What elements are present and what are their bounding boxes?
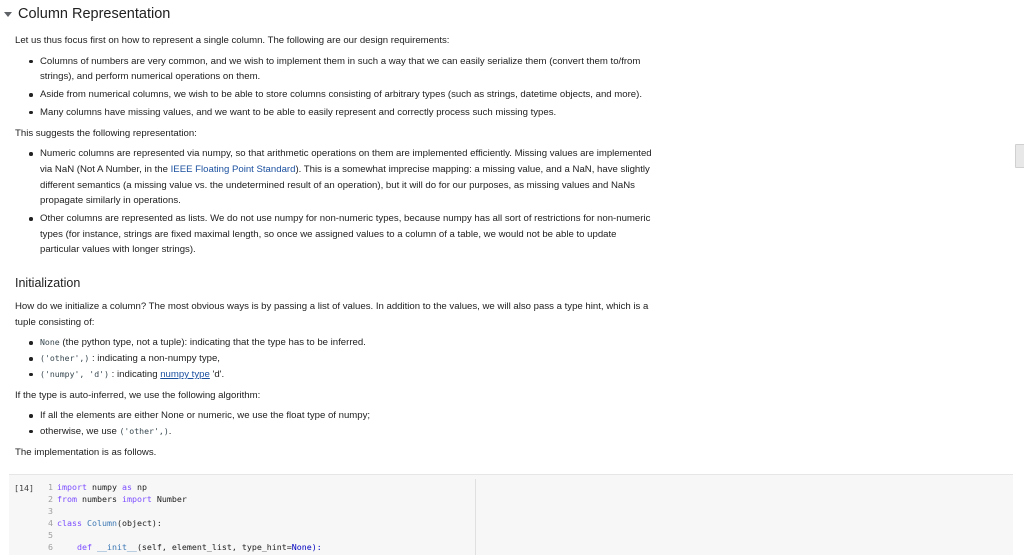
line-number: 3 bbox=[48, 506, 53, 516]
inline-code: ('other',) bbox=[40, 353, 90, 364]
list-item bbox=[15, 146, 655, 209]
numpy-type-link[interactable]: numpy type bbox=[160, 368, 210, 380]
algo-text-cont: . bbox=[168, 425, 172, 437]
markdown-cell bbox=[15, 33, 655, 258]
execution-count: [14] bbox=[14, 483, 34, 493]
line-number: 4 bbox=[48, 518, 53, 528]
markdown-cell-init bbox=[15, 299, 655, 460]
function-name: __init__ bbox=[91, 542, 137, 552]
list-item bbox=[15, 424, 655, 440]
init-paragraph: How do we initialize a column? The most obvious ways is by passing a list of values. In addition to the values, we will also pass a type hint, which is a tuple consisting of: bbox=[15, 301, 649, 328]
list-item: If all the elements are either None or numeric, we use the float type of numpy; bbox=[15, 408, 655, 424]
hints-list bbox=[15, 335, 655, 382]
suggest-text: This suggests the following representation: bbox=[15, 127, 197, 139]
class-name: Column bbox=[86, 518, 117, 528]
list-item: Aside from numerical columns, we wish to be able to store columns consisting of arbitrary types (such as strings, datetime objects, and more). bbox=[15, 87, 655, 103]
hint-text: (the python type, not a tuple): indicating that the type has to be inferred. bbox=[59, 337, 366, 349]
list-item: Other columns are represented as lists. We do not use numpy for non-numeric types, because numpy has all sort of restrictions for non-numeric types (for instance, strings are fixed maximal length, so once we assigned values to a column of a table, we would not be able to update particular values with longer strings). bbox=[15, 211, 655, 258]
list-item bbox=[15, 367, 655, 383]
line-number: 5 bbox=[48, 530, 53, 540]
intro-text: Let us thus focus first on how to represent a single column. The following are our design requirements: bbox=[15, 35, 450, 46]
ieee-link[interactable]: IEEE Floating Point Standard bbox=[170, 163, 296, 175]
list-item: Columns of numbers are very common, and we wish to implement them in such a way that we can easily serialize them (convert them to/from strings), and perform numerical operations on them. bbox=[15, 54, 655, 85]
inline-code: ('numpy', 'd') bbox=[40, 368, 110, 379]
section-header[interactable] bbox=[4, 5, 170, 23]
numeric-text: Numeric columns are represented via numpy, so that arithmetic operations on them are implemented efficiently. Missing values are implemented via NaN (Not A Number, in the bbox=[40, 148, 652, 175]
hint-text-cont: 'd'. bbox=[209, 368, 225, 380]
collapse-caret-icon[interactable] bbox=[4, 12, 12, 17]
code-line bbox=[43, 481, 322, 493]
code-token: numpy bbox=[86, 482, 122, 492]
code-token: Number bbox=[151, 494, 187, 504]
algo-list bbox=[15, 408, 655, 439]
keyword: class bbox=[57, 518, 82, 528]
line-number: 2 bbox=[48, 494, 53, 504]
line-number: 1 bbox=[48, 482, 53, 492]
code-line bbox=[43, 505, 322, 517]
requirements-list bbox=[15, 54, 655, 121]
initialization-heading: Initialization bbox=[15, 276, 81, 290]
line-number: 6 bbox=[48, 542, 53, 552]
code-token: np bbox=[131, 482, 147, 492]
list-item: Many columns have missing values, and we want to be able to easily represent and correctly process such missing types. bbox=[15, 105, 655, 121]
keyword: as bbox=[121, 482, 132, 492]
output-divider bbox=[475, 479, 476, 555]
code-token: (object): bbox=[116, 518, 162, 528]
code-line bbox=[43, 493, 322, 505]
keyword: import bbox=[57, 482, 87, 492]
list-item bbox=[15, 351, 655, 367]
hint-text: : indicating bbox=[109, 368, 161, 380]
code-line bbox=[43, 541, 322, 553]
inline-code: ('other',) bbox=[119, 425, 169, 436]
algo-intro: If the type is auto-inferred, we use the following algorithm: bbox=[15, 389, 261, 401]
keyword: def bbox=[57, 542, 92, 552]
code-line bbox=[43, 529, 322, 541]
algo-text: otherwise, we use bbox=[40, 425, 120, 437]
impl-text: The implementation is as follows. bbox=[15, 446, 157, 458]
code-cell[interactable] bbox=[9, 474, 1013, 555]
section-title: Column Representation bbox=[18, 6, 171, 22]
representation-list bbox=[15, 146, 655, 258]
numeric-text-cont: ). This is a somewhat imprecise mapping: a missing value, and a NaN, have slightly different semantics (a missing value vs. the undetermined result of an operation), but it will do for our purposes, as missing values and NaNs propagate similarly in operations. bbox=[40, 163, 650, 207]
keyword: from bbox=[57, 494, 77, 504]
inline-code: None bbox=[40, 337, 60, 348]
hint-text: : indicating a non-numpy type, bbox=[89, 353, 220, 365]
code-editor[interactable] bbox=[43, 481, 322, 553]
list-item bbox=[15, 335, 655, 351]
keyword: import bbox=[121, 494, 152, 504]
code-token: (self, element_list, type_hint= bbox=[136, 542, 292, 552]
scrollbar-thumb[interactable] bbox=[1015, 144, 1024, 168]
code-token: numbers bbox=[76, 494, 122, 504]
keyword: None): bbox=[291, 542, 322, 552]
code-line bbox=[43, 517, 322, 529]
